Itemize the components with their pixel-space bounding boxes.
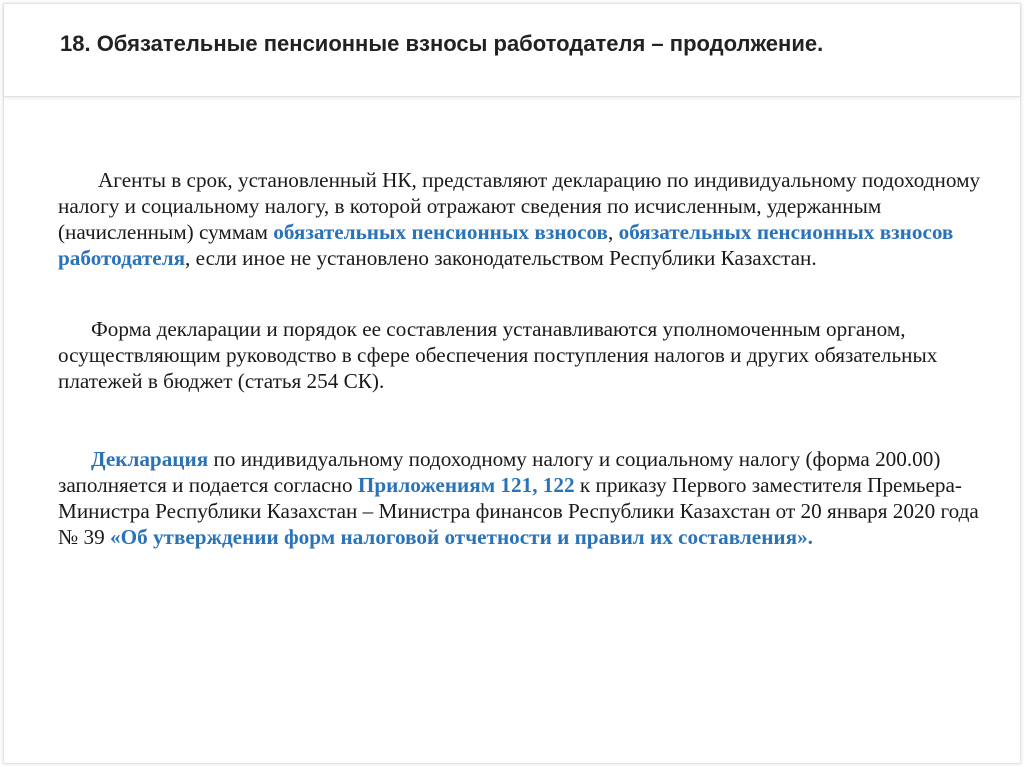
highlight-order-title: «Об утверждении форм налоговой отчетности и правил их составления». [110, 525, 813, 549]
highlight-declaration: Декларация [91, 447, 209, 471]
paragraph-text: Форма декларации и порядок ее составления устанавливаются уполномоченным органом, осуществляющим руководство в сфере обеспечения поступления налогов и других обязательных платежей в бюджет (статья 254 СК). [58, 317, 938, 393]
paragraph-text: к приказу Первого заместителя Премьера-Министра Республики Казахстан – Министра финансов Республики Казахстан от 20 января 2020 года № 39 [58, 473, 979, 549]
paragraph-text: , если иное не установлено законодательством Республики Казахстан. [185, 246, 817, 270]
paragraph-text: по индивидуальному подоходному налогу и социальному налогу (форма 200.00) заполняется и подается согласно [58, 447, 941, 497]
slide-title: 18. Обязательные пенсионные взносы работодателя – продолжение. [60, 31, 824, 56]
highlight-appendices: Приложениям 121, 122 [357, 473, 575, 497]
slide-body [58, 167, 998, 550]
title-bar [4, 4, 1020, 97]
paragraph-declaration-form [58, 316, 998, 394]
paragraph-agents [58, 167, 998, 271]
paragraph-declaration [58, 446, 998, 550]
paragraph-text: Агенты в срок, установленный НК, представляют декларацию по индивидуальному подоходному налогу и социальному налогу, в которой отражают сведения по исчисленным, удержанным (начисленным) суммам [58, 168, 981, 244]
paragraph-text: , [608, 220, 619, 244]
highlight-mandatory-contributions: обязательных пенсионных взносов [273, 220, 608, 244]
highlight-employer-contributions: обязательных пенсионных взносов работодателя [58, 220, 954, 270]
